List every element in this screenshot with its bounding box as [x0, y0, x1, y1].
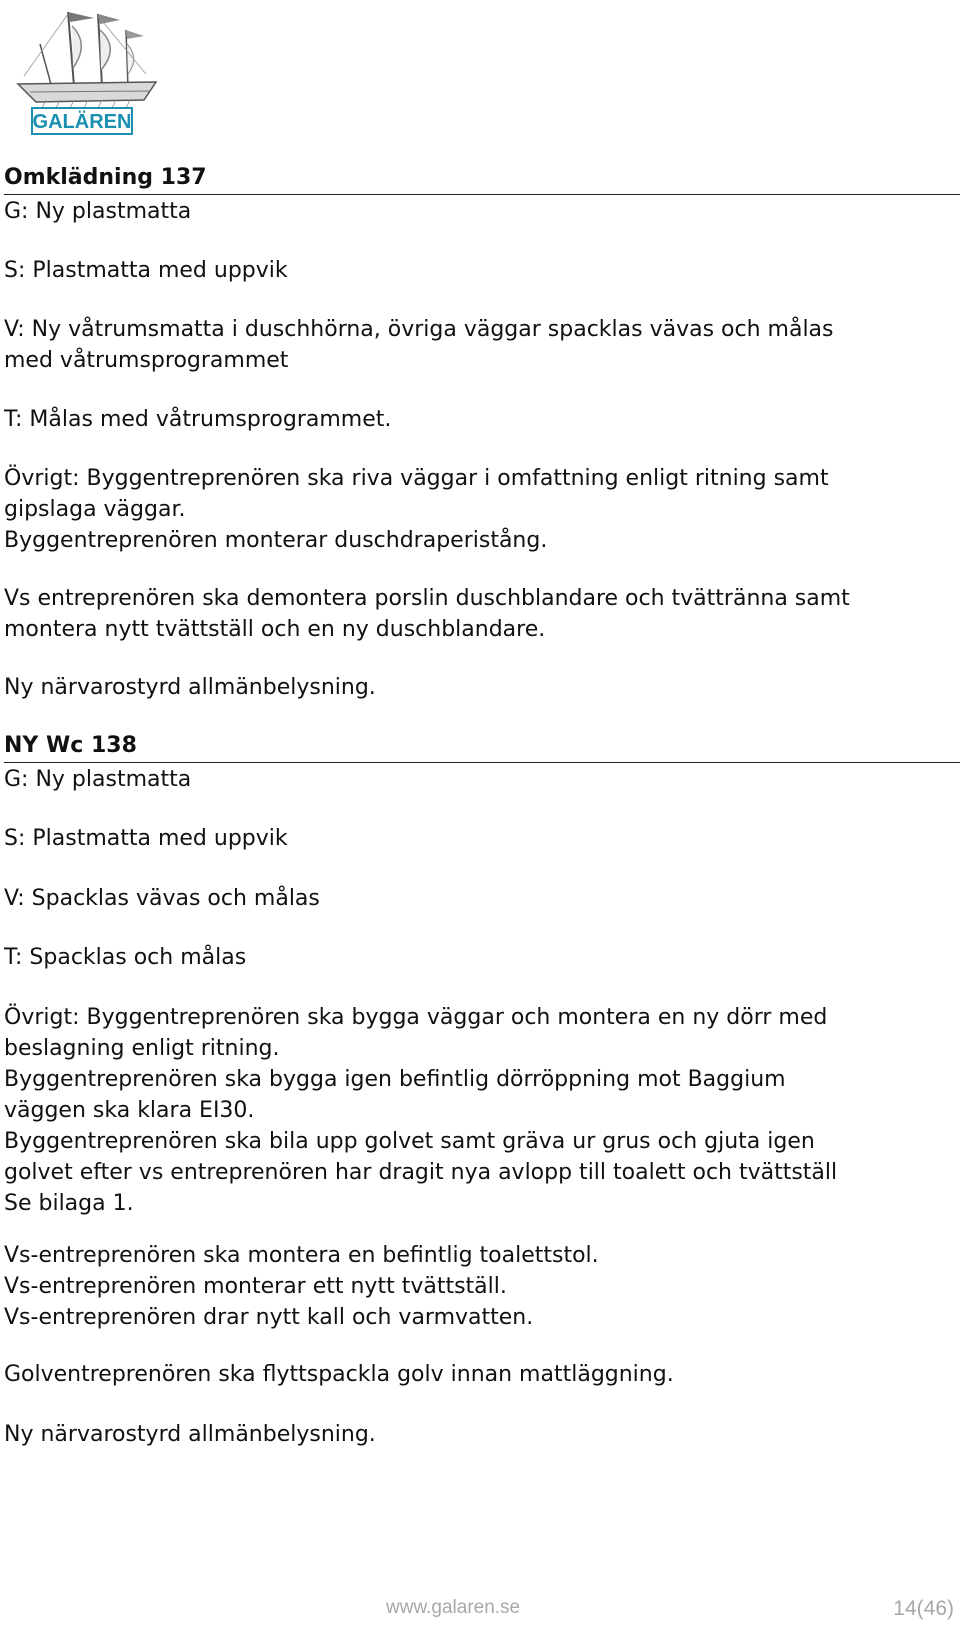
paragraph-line: Vs entreprenören ska demontera porslin duschblandare och tvättränna samt [4, 586, 850, 611]
paragraph: Ny närvarostyrd allmänbelysning. [4, 675, 376, 700]
paragraph: Ny närvarostyrd allmänbelysning. [4, 1422, 376, 1447]
paragraph-line: Byggentreprenören ska bila upp golvet samt gräva ur grus och gjuta igen [4, 1129, 815, 1154]
paragraph-line: Se bilaga 1. [4, 1191, 134, 1216]
paragraph: S: Plastmatta med uppvik [4, 826, 288, 851]
paragraph [4, 1002, 954, 1219]
paragraph-line: montera nytt tvättställ och en ny duschblandare. [4, 617, 546, 642]
paragraph: G: Ny plastmatta [4, 199, 192, 224]
paragraph-line: Vs-entreprenören monterar ett nytt tvättställ. [4, 1274, 507, 1299]
logo-text: GALÄREN [32, 111, 132, 133]
paragraph: G: Ny plastmatta [4, 767, 192, 792]
paragraph-line: väggen ska klara EI30. [4, 1098, 255, 1123]
section-title-wc: NY Wc 138 [4, 731, 960, 763]
paragraph [4, 463, 954, 556]
paragraph-line: gipslaga väggar. [4, 497, 186, 522]
section-title-omkladning: Omklädning 137 [4, 163, 960, 195]
paragraph-line: Övrigt: Byggentreprenören ska bygga väggar och montera en ny dörr med [4, 1005, 828, 1030]
paragraph [4, 1240, 954, 1333]
paragraph-line: golvet efter vs entreprenören har dragit nya avlopp till toalett och tvättställ [4, 1160, 838, 1185]
paragraph [4, 314, 954, 376]
paragraph-line: Övrigt: Byggentreprenören ska riva väggar i omfattning enligt ritning samt [4, 466, 829, 491]
paragraph: T: Målas med våtrumsprogrammet. [4, 407, 392, 432]
page-number: 14(46) [893, 1597, 954, 1620]
paragraph: S: Plastmatta med uppvik [4, 258, 288, 283]
paragraph-line: Vs-entreprenören drar nytt kall och varmvatten. [4, 1305, 534, 1330]
galleon-ship-icon [16, 4, 166, 144]
paragraph-line: beslagning enligt ritning. [4, 1036, 280, 1061]
paragraph-line: V: Ny våtrumsmatta i duschhörna, övriga väggar spacklas vävas och målas [4, 317, 834, 342]
paragraph: V: Spacklas vävas och målas [4, 886, 320, 911]
paragraph-line: med våtrumsprogrammet [4, 348, 289, 373]
galaren-logo [16, 4, 166, 144]
footer-url: www.galaren.se [386, 1597, 521, 1618]
paragraph-line: Vs-entreprenören ska montera en befintlig toalettstol. [4, 1243, 599, 1268]
paragraph [4, 583, 954, 645]
paragraph-line: Byggentreprenören monterar duschdraperistång. [4, 528, 548, 553]
paragraph: Golventreprenören ska flyttspackla golv innan mattläggning. [4, 1362, 674, 1387]
paragraph-line: Byggentreprenören ska bygga igen befintlig dörröppning mot Baggium [4, 1067, 786, 1092]
paragraph: T: Spacklas och målas [4, 945, 247, 970]
